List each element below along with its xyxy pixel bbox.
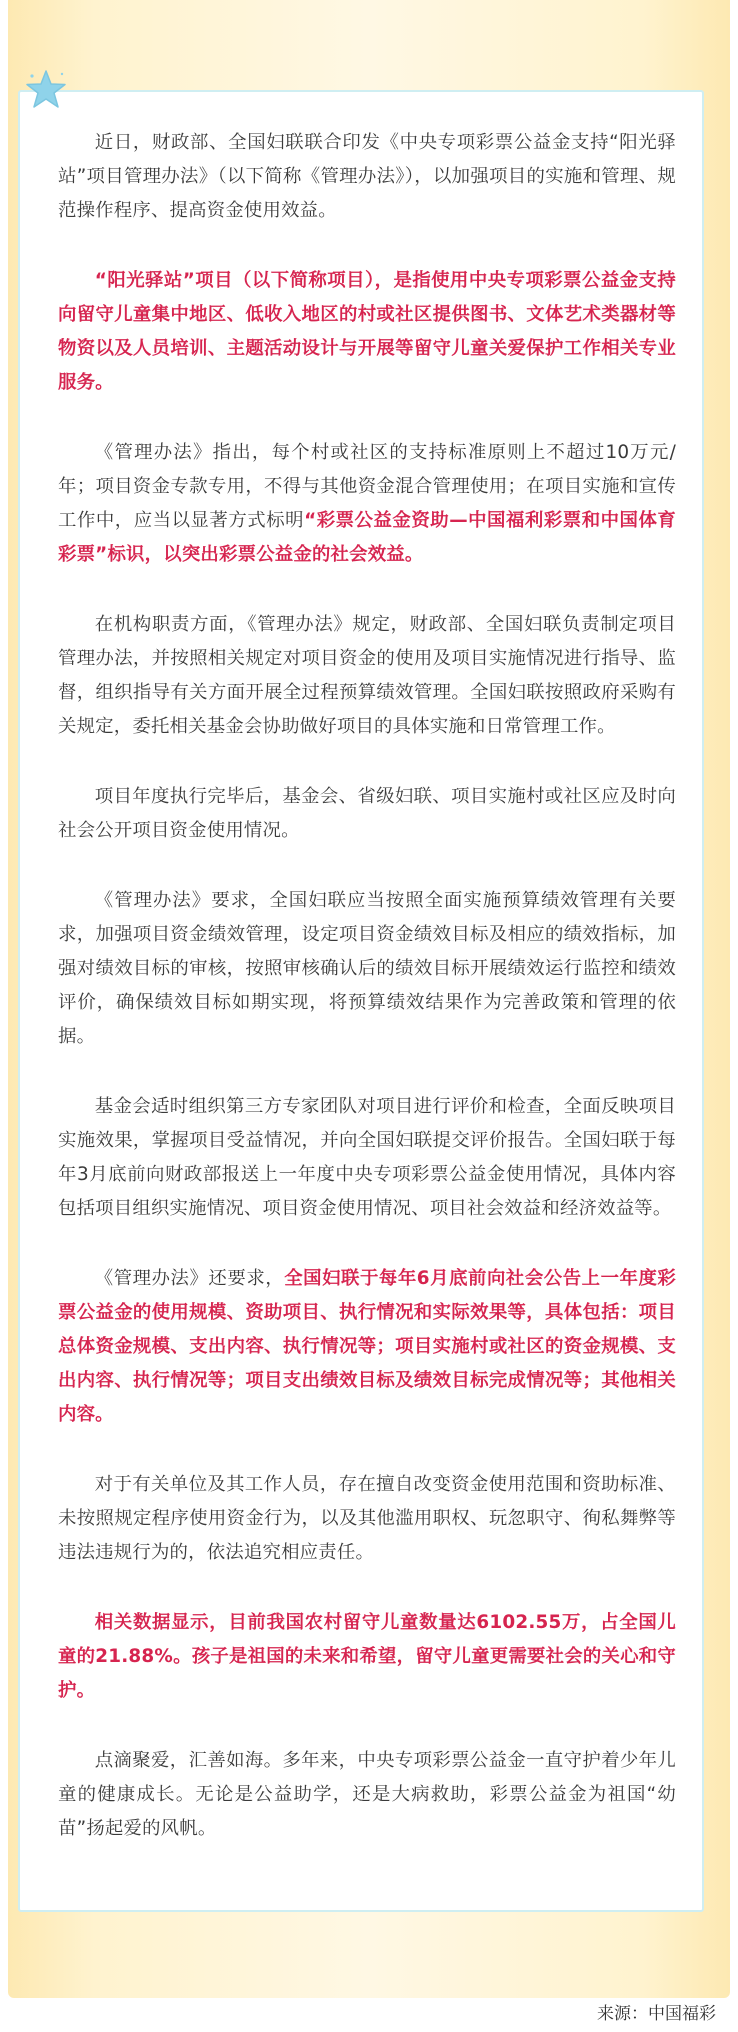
paragraph-5: 项目年度执行完毕后，基金会、省级妇联、项目实施村或社区应及时向社会公开项目资金使用情况。 bbox=[58, 786, 676, 841]
source-label: 来源：中国福彩 bbox=[597, 2004, 716, 2024]
paragraph-8-highlight: 全国妇联于每年6月底前向社会公告上一年度彩票公益金的使用规模、资助项目、执行情况和实际效果等，具体包括：项目总体资金规模、支出内容、执行情况等；项目实施村或社区的资金规模、支出内容、执行情况等；项目支出绩效目标及绩效目标完成情况等；其他相关内容。 bbox=[58, 1268, 676, 1425]
paragraph-3-highlight: “彩票公益金资助—中国福利彩票和中国体育彩票”标识，以突出彩票公益金的社会效益。 bbox=[58, 510, 676, 565]
paragraph-9: 对于有关单位及其工作人员，存在擅自改变资金使用范围和资助标准、未按照规定程序使用资金行为，以及其他滥用职权、玩忽职守、徇私舞弊等违法违规行为的，依法追究相应责任。 bbox=[58, 1474, 676, 1563]
paragraph-10-highlight: 相关数据显示，目前我国农村留守儿童数量达6102.55万，占全国儿童的21.88%。孩子是祖国的未来和希望，留守儿童更需要社会的关心和守护。 bbox=[58, 1612, 676, 1701]
paragraph-7: 基金会适时组织第三方专家团队对项目进行评价和检查，全面反映项目实施效果，掌握项目受益情况，并向全国妇联提交评价报告。全国妇联于每年3月底前向财政部报送上一年度中央专项彩票公益金使用情况，具体内容包括项目组织实施情况、项目资金使用情况、项目社会效益和经济效益等。 bbox=[58, 1096, 676, 1219]
paragraph-3-text: 《管理办法》指出，每个村或社区的支持标准原则上不超过10万元/年；项目资金专款专用，不得与其他资金混合管理使用；在项目实施和宣传工作中，应当以显著方式标明 bbox=[58, 442, 676, 531]
star-icon bbox=[24, 68, 68, 112]
paragraph-11: 点滴聚爱，汇善如海。多年来，中央专项彩票公益金一直守护着少年儿童的健康成长。无论是公益助学，还是大病救助，彩票公益金为祖国“幼苗”扬起爱的风帆。 bbox=[58, 1750, 676, 1839]
paragraph-4: 在机构职责方面，《管理办法》规定，财政部、全国妇联负责制定项目管理办法，并按照相关规定对项目资金的使用及项目实施情况进行指导、监督，组织指导有关方面开展全过程预算绩效管理。全国妇联按照政府采购有关规定，委托相关基金会协助做好项目的具体实施和日常管理工作。 bbox=[58, 614, 676, 737]
paragraph-8-text: 《管理办法》还要求， bbox=[94, 1268, 285, 1289]
article-body bbox=[58, 126, 676, 1882]
paragraph-6: 《管理办法》要求，全国妇联应当按照全面实施预算绩效管理有关要求，加强项目资金绩效管理，设定项目资金绩效目标及相应的绩效指标，加强对绩效目标的审核，按照审核确认后的绩效目标开展绩效运行监控和绩效评价，确保绩效目标如期实现，将预算绩效结果作为完善政策和管理的依据。 bbox=[58, 890, 676, 1047]
paragraph-3 bbox=[58, 436, 676, 572]
paragraph-2-highlight: “阳光驿站”项目（以下简称项目），是指使用中央专项彩票公益金支持向留守儿童集中地区、低收入地区的村或社区提供图书、文体艺术类器材等物资以及人员培训、主题活动设计与开展等留守儿童关爱保护工作相关专业服务。 bbox=[58, 270, 676, 393]
paragraph-1: 近日，财政部、全国妇联联合印发《中央专项彩票公益金支持“阳光驿站”项目管理办法》（以下简称《管理办法》），以加强项目的实施和管理、规范操作程序、提高资金使用效益。 bbox=[58, 132, 676, 221]
paragraph-8 bbox=[58, 1262, 676, 1432]
